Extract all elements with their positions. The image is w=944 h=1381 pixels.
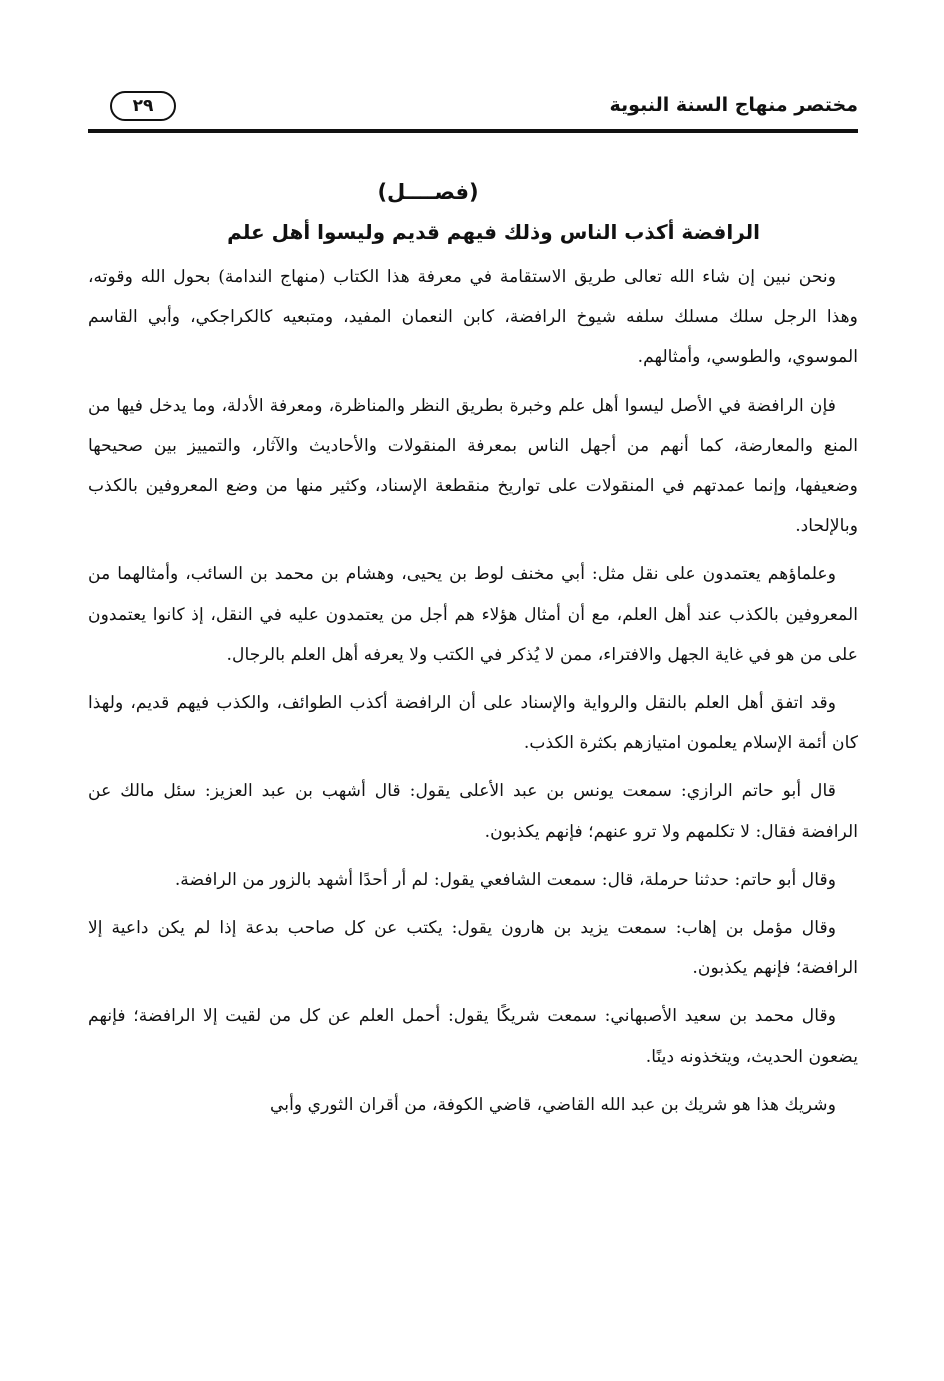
page-number: ٢٩ — [110, 91, 176, 121]
paragraph: قال أبو حاتم الرازي: سمعت يونس بن عبد الأعلى يقول: قال أشهب بن عبد العزيز: سئل مالك عن الرافضة فقال: لا تكلمهم ولا ترو عنهم؛ فإنهم يكذبون. — [88, 781, 858, 842]
section-label: (فصــــل) — [377, 180, 479, 204]
body-text — [88, 257, 858, 1133]
paragraph: وعلماؤهم يعتمدون على نقل مثل: أبي مخنف لوط بن يحيى، وهشام بن محمد بن السائب، وأمثالهما من المعروفين بالكذب عند أهل العلم، مع أن أمثال هؤلاء هم أجل من يعتمدون عليه في النقل، إذ كانوا يعتمدون على من هو في غاية الجهل والافتراء، ممن لا يُذكر في الكتب ولا يعرفه أهل العلم بالرجال. — [88, 564, 858, 665]
paragraph: وشريك هذا هو شريك بن عبد الله القاضي، قاضي الكوفة، من أقران الثوري وأبي — [269, 1094, 836, 1115]
paragraph: وقال محمد بن سعيد الأصبهاني: سمعت شريكًا يقول: أحمل العلم عن كل من لقيت إلا الرافضة؛ فإنهم يضعون الحديث، ويتخذونه دينًا. — [88, 1006, 858, 1067]
header-divider — [88, 129, 858, 133]
book-title: مختصر منهاج السنة النبوية — [609, 94, 858, 116]
paragraph: ونحن نبين إن شاء الله تعالى طريق الاستقامة في معرفة هذا الكتاب (منهاج الندامة) بحول الله وقوته، وهذا الرجل سلك مسلك سلفه شيوخ الرافضة، كابن النعمان المفيد، ومتبعيه كالكراجكي، وأبي القاسم الموسوي، والطوسي، وأمثالهم. — [88, 267, 858, 368]
paragraph: فإن الرافضة في الأصل ليسوا أهل علم وخبرة بطريق النظر والمناظرة، ومعرفة الأدلة، وما يدخل فيها من المنع والمعارضة، كما أنهم من أجهل الناس بمعرفة المنقولات والأحاديث والآثار، والتمييز بين صحيحها وضعيفها، وإنما عمدتهم في المنقولات على تواريخ منقطعة الإسناد، وكثير منها من وضع المعروفين بالكذب وبالإلحاد. — [88, 395, 858, 537]
paragraph: وقال مؤمل بن إهاب: سمعت يزيد بن هارون يقول: يكتب عن كل صاحب بدعة إذا لم يكن داعية إلا الرافضة؛ فإنهم يكذبون. — [88, 918, 858, 979]
running-header — [88, 88, 858, 132]
paragraph: وقال أبو حاتم: حدثنا حرملة، قال: سمعت الشافعي يقول: لم أر أحدًا أشهد بالزور من الرافضة. — [174, 869, 836, 890]
section-heading: الرافضة أكذب الناس وذلك فيهم قديم وليسوا أهل علم — [227, 220, 760, 244]
paragraph: وقد اتفق أهل العلم بالنقل والرواية والإسناد على أن الرافضة أكذب الطوائف، والكذب فيهم قديم، ولهذا كان أئمة الإسلام يعلمون امتيازهم بكثرة الكذب. — [88, 693, 858, 754]
